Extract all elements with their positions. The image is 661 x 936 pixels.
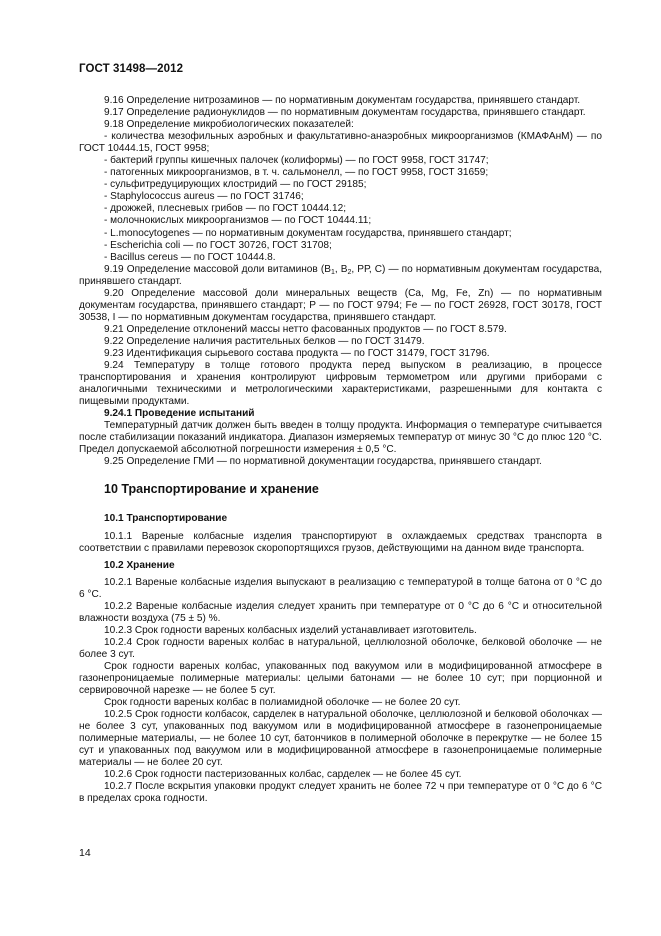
clause-9-21: 9.21 Определение отклонений массы нетто фасованных продуктов — по ГОСТ 8.579. (104, 323, 507, 335)
clause-9-17: 9.17 Определение радионуклидов — по нормативным документам государства, принявшего стандарт. (104, 107, 586, 119)
clause-9-19 (79, 264, 602, 288)
clause-9-24: 9.24 Температуру в толще готового продукта перед выпуском в реализацию, в процессе транспортирования и хранения контролируют цифровым термометром или другими приборами с аналогичными техническими и метрологическими характеристиками, разрешенными для контакта с пищевыми продуктами. (79, 360, 602, 408)
vitamin-subscript: 1 (330, 268, 335, 276)
clause-10-2-1: 10.2.1 Вареные колбасные изделия выпускают в реализацию с температурой в толще батона от 0 °С до 6 °С. (79, 576, 602, 600)
micro-item: - патогенных микроорганизмов, в т. ч. сальмонелл, — по ГОСТ 9958, ГОСТ 31659; (104, 167, 489, 179)
section-10-title: 10 Транспортирование и хранение (104, 482, 319, 497)
clause-10-1-1: 10.1.1 Вареные колбасные изделия транспортируют в охлаждаемых средствах транспорта в соответствии с правилами перевозок скоропортящихся грузов, действующими на данном виде транспорта. (79, 530, 602, 554)
clause-9-18: 9.18 Определение микробиологических показателей: (104, 119, 354, 131)
document-body (79, 95, 602, 806)
clause-10-2-heading: 10.2 Хранение (104, 559, 175, 571)
clause-9-19-part: 9.19 Определение массовой доли витаминов (В (104, 263, 331, 275)
micro-item: - количества мезофильных аэробных и факультативно-анаэробных микроорганизмов (КМАФАнМ) — по ГОСТ 10444.15, ГОСТ 9958; (79, 131, 602, 155)
clause-10-2-4-c: Срок годности вареных колбас в полиамидной оболочке — не более 20 сут. (104, 697, 461, 709)
vitamin-subscript: 2 (347, 268, 352, 276)
micro-item: - Bacillus cereus — по ГОСТ 10444.8. (104, 251, 276, 263)
clause-10-2-5: 10.2.5 Срок годности колбасок, сарделек в натуральной оболочке, целлюлозной и белковой оболочках — не более 3 сут, упакованных под вакуумом или в модифицированной атмосфере в газонепроницаемые полимерные материалы, — не более 10 сут, батончиков в полимерной оболочке в перекрутке — не более 15 сут и упакованных под вакуумом или в модифицированной атмосфере в газонепроницаемые полимерные материалы — не более 20 сут. (79, 709, 602, 769)
clause-10-2-3: 10.2.3 Срок годности вареных колбасных изделий устанавливает изготовитель. (104, 624, 477, 636)
clause-10-2-7: 10.2.7 После вскрытия упаковки продукт следует хранить не более 72 ч при температуре от 0 °С до 6 °С в пределах срока годности. (79, 781, 602, 805)
page-number: 14 (79, 847, 91, 859)
clause-10-2-4: 10.2.4 Срок годности вареных колбас в натуральной, целлюлозной оболочке, белковой оболочке — не более 3 сут. (79, 636, 602, 660)
micro-item: - молочнокислых микроорганизмов — по ГОСТ 10444.11; (104, 215, 372, 227)
clause-9-25: 9.25 Определение ГМИ — по нормативной документации государства, принявшего стандарт. (104, 456, 542, 468)
document-header: ГОСТ 31498—2012 (79, 63, 184, 75)
clause-9-24-1-heading: 9.24.1 Проведение испытаний (104, 408, 255, 420)
clause-10-2-2: 10.2.2 Вареные колбасные изделия следует хранить при температуре от 0 °С до 6 °С и относительной влажности воздуха (75 ± 5) %. (79, 600, 602, 624)
micro-item: - Staphylococcus aureus — по ГОСТ 31746; (104, 191, 304, 203)
micro-item: - L.monocytogenes — по нормативным документам государства, принявшего стандарт; (104, 227, 512, 239)
clause-9-23: 9.23 Идентификация сырьевого состава продукта — по ГОСТ 31479, ГОСТ 31796. (104, 347, 490, 359)
micro-item: - бактерий группы кишечных палочек (колиформы) — по ГОСТ 9958, ГОСТ 31747; (104, 155, 489, 167)
clause-9-16: 9.16 Определение нитрозаминов — по нормативным документам государства, принявшего стандарт. (104, 95, 581, 106)
micro-item: - Escherichia coli — по ГОСТ 30726, ГОСТ 31708; (104, 239, 332, 251)
clause-9-19-part: , В (334, 263, 348, 275)
clause-9-20: 9.20 Определение массовой доли минеральных веществ (Ca, Mg, Fe, Zn) — по нормативным документам государства, принявшего стандарт; Р — по ГОСТ 9794; Fe — по ГОСТ 26928, ГОСТ 30178, ГОСТ 30538, I — по нормативным документам государства, принявшего стандарт. (79, 287, 602, 323)
clause-9-19-part: , РР, С) — по нормативным документам государства, принявшего стандарт. (79, 263, 602, 287)
clause-9-22: 9.22 Определение наличия растительных белков — по ГОСТ 31479. (104, 335, 425, 347)
clause-10-2-6: 10.2.6 Срок годности пастеризованных колбас, сарделек — не более 45 сут. (104, 769, 462, 781)
clause-10-2-4-b: Срок годности вареных колбас, упакованных под вакуумом или в модифицированной атмосфере в газонепроницаемые полимерные материалы: целыми батонами — не более 10 сут; при порционной и сервировочной нарезке — не более 5 сут. (79, 660, 602, 697)
clause-9-24-1: Температурный датчик должен быть введен в толщу продукта. Информация о температуре считывается после стабилизации показаний индикатора. Диапазон измеряемых температур от минус 30 °С до плюс 120 °С. Предел допускаемой абсолютной погрешности измерения ± 0,5 °С. (79, 420, 602, 456)
micro-item: - дрожжей, плесневых грибов — по ГОСТ 10444.12; (104, 203, 347, 215)
micro-item: - сульфитредуцирующих клостридий — по ГОСТ 29185; (104, 179, 367, 191)
clause-10-1-heading: 10.1 Транспортирование (104, 513, 228, 525)
